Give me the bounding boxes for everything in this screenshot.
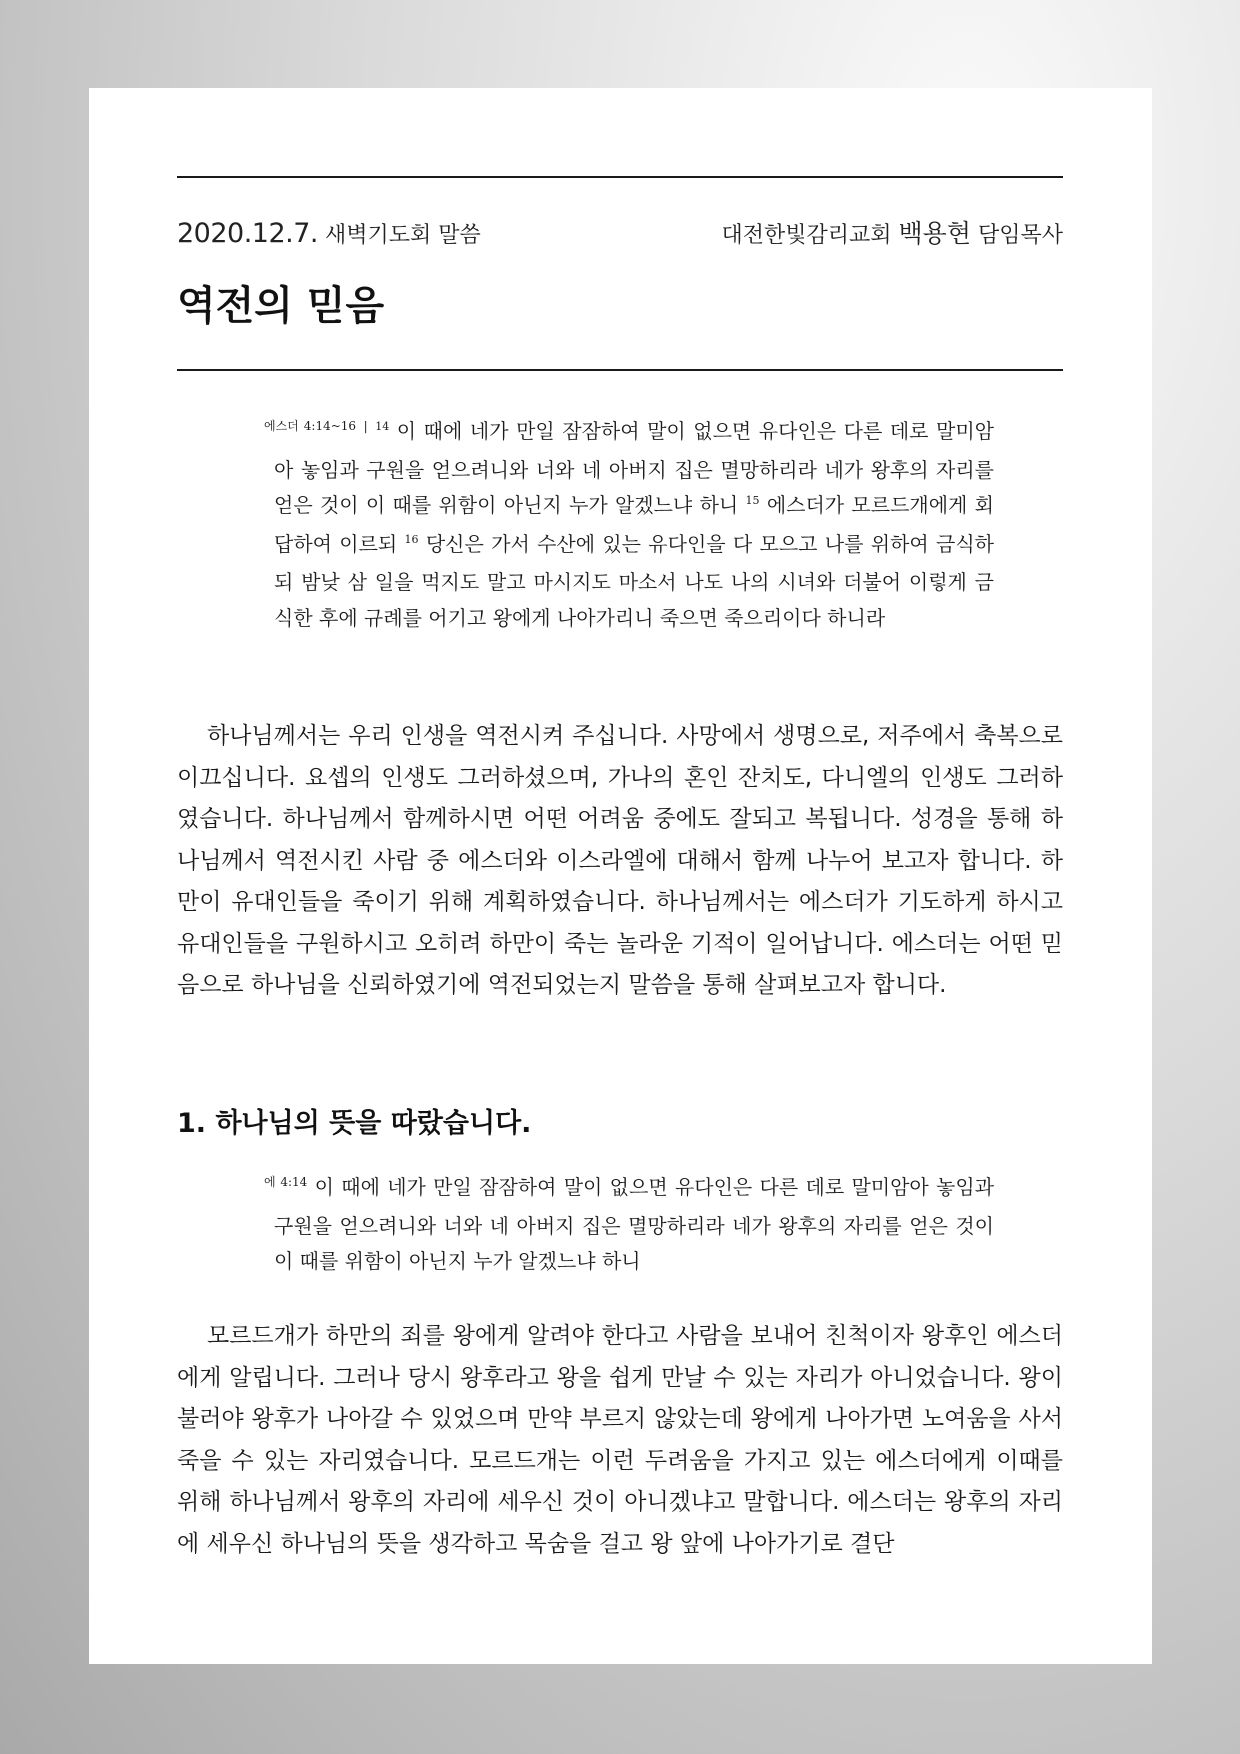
verse-number-15: 15 bbox=[745, 494, 760, 507]
section-1-scripture bbox=[264, 1170, 994, 1280]
section-1-paragraph: 모르드개가 하만의 죄를 왕에게 알려야 한다고 사람을 보내어 친척이자 왕후인 에스더에게 알립니다. 그러나 당시 왕후라고 왕을 쉽게 만날 수 있는 자리가 아니었습니다. 왕이 불러야 왕후가 나아갈 수 있었으며 만약 부르지 않았는데 왕에게 나아가면 노여움을 사서 죽을 수 있는 자리였습니다. 모르드개는 이런 두려움을 가지고 있는 에스더에게 이때를 위해 하나님께서 왕후의 자리에 세우신 것이 아니겠냐고 말합니다. 에스더는 왕후의 자리에 세우신 하나님의 뜻을 생각하고 목숨을 걸고 왕 앞에 나아가기로 결단 bbox=[177, 1323, 1063, 1557]
sermon-title: 역전의 믿음 bbox=[177, 283, 385, 329]
header-meta bbox=[177, 218, 1063, 250]
top-rule bbox=[177, 176, 1063, 178]
scripture-main bbox=[264, 414, 994, 636]
scripture-separator: | bbox=[363, 419, 368, 433]
document-page bbox=[89, 88, 1152, 1664]
scripture-main-ref: 에스더 4:14~16 bbox=[264, 419, 357, 433]
service-name: 새벽기도회 말씀 bbox=[325, 223, 481, 248]
verse-16-text: 당신은 가서 수산에 있는 유다인을 다 모으고 나를 위하여 금식하되 밤낮 삼 일을 먹지도 말고 마시지도 마소서 나도 나의 시녀와 더불어 이렇게 금식한 후에 규례를 어기고 왕에게 나아가리니 죽으면 죽으리이다 하니라 bbox=[274, 531, 994, 630]
verse-14-text: 이 때에 네가 만일 잠잠하여 말이 없으면 유다인은 다른 데로 말미암아 놓임과 구원을 얻으려니와 너와 네 아버지 집은 멸망하리라 네가 왕후의 자리를 얻은 것이 이 때를 위함이 아닌지 누가 알겠느냐 하니 bbox=[274, 419, 994, 517]
intro-paragraph: 하나님께서는 우리 인생을 역전시켜 주십니다. 사망에서 생명으로, 저주에서 축복으로 이끄십니다. 요셉의 인생도 그러하셨으며, 가나의 혼인 잔치도, 다니엘의 인생도 그러하였습니다. 하나님께서 함께하시면 어떤 어려움 중에도 잘되고 복됩니다. 성경을 통해 하나님께서 역전시킨 사람 중 에스더와 이스라엘에 대해서 함께 나누어 보고자 합니다. 하만이 유대인들을 죽이기 위해 계획하였습니다. 하나님께서는 에스더가 기도하게 하시고 유대인들을 구원하시고 오히려 하만이 죽는 놀라운 기적이 일어납니다. 에스더는 어떤 믿음으로 하나님을 신뢰하였기에 역전되었는지 말씀을 통해 살펴보고자 합니다. bbox=[177, 723, 1063, 998]
pastor-title: 담임목사 bbox=[977, 223, 1063, 248]
service-info bbox=[177, 218, 481, 252]
service-date: 2020.12.7. bbox=[177, 218, 318, 249]
title-rule bbox=[177, 369, 1063, 371]
pastor-name: 백용현 bbox=[898, 219, 971, 248]
verse-number-16: 16 bbox=[404, 532, 419, 546]
verse-number-14: 14 bbox=[375, 420, 390, 433]
pastor-info bbox=[722, 218, 1064, 252]
section-1-heading: 1. 하나님의 뜻을 따랐습니다. bbox=[177, 1108, 532, 1139]
church-name: 대전한빛감리교회 bbox=[721, 223, 892, 248]
section-1-scripture-ref: 에 4:14 bbox=[264, 1175, 308, 1189]
section-1-scripture-text: 이 때에 네가 만일 잠잠하여 말이 없으면 유다인은 다른 데로 말미암아 놓임과 구원을 얻으려니와 너와 네 아버지 집은 멸망하리라 네가 왕후의 자리를 얻은 것이 이 때를 위함이 아닌지 누가 알겠느냐 하니 bbox=[274, 1175, 995, 1273]
verse-15-text: 에스더가 모르드개에게 회답하여 이르되 bbox=[274, 493, 994, 556]
